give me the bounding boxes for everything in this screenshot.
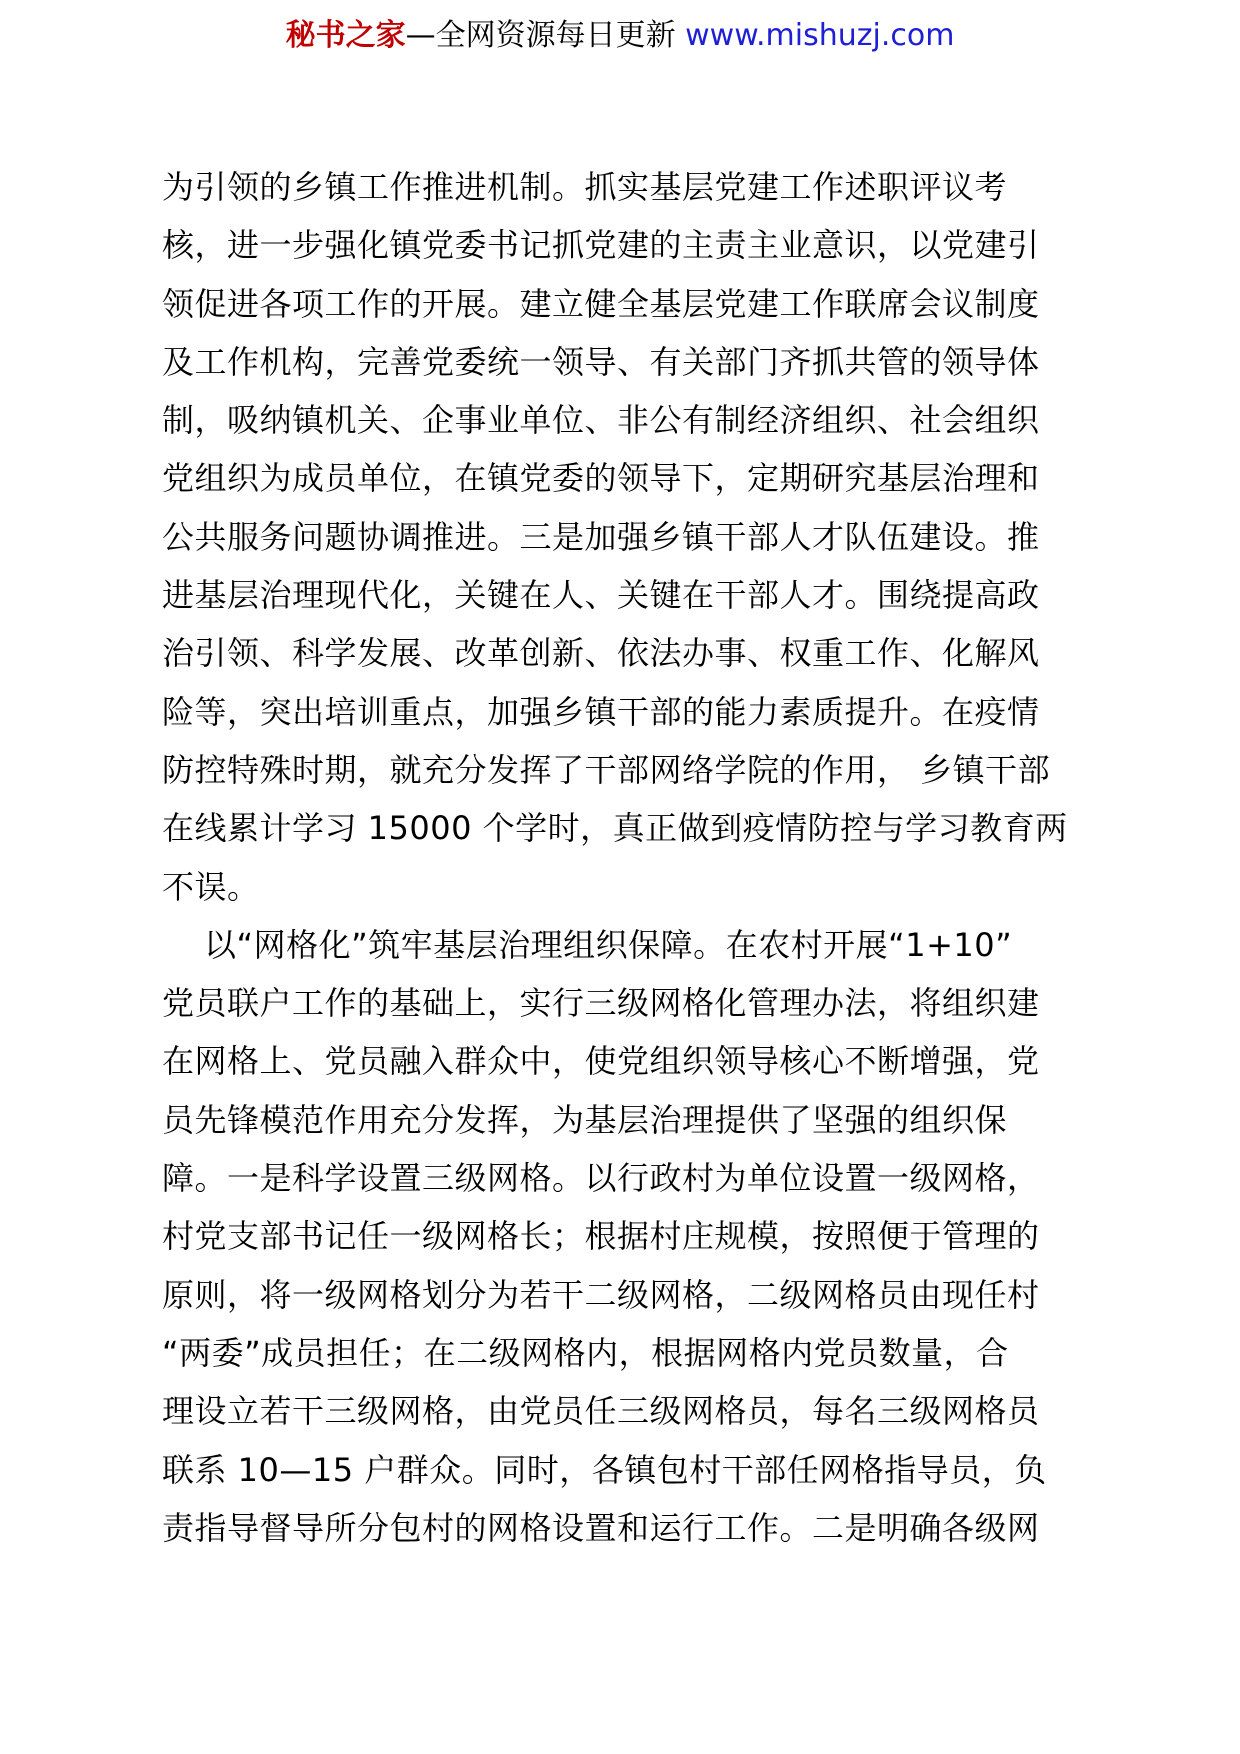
- paragraph-1: [162, 158, 1082, 916]
- text-line: 村党支部书记任一级网格长；根据村庄规模，按照便于管理的: [162, 1217, 1040, 1256]
- text-line: 理设立若干三级网格，由党员任三级网格员，每名三级网格员: [162, 1392, 1040, 1431]
- page-header: [0, 14, 1240, 58]
- text-line: 在线累计学习 15000 个学时，真正做到疫情防控与学习教育两: [162, 809, 1068, 848]
- text-line: 联系 10—15 户群众。同时，各镇包村干部任网格指导员，负: [162, 1450, 1047, 1489]
- site-brand: 秘书之家: [285, 18, 406, 53]
- text-line: 进基层治理现代化，关键在人、关键在干部人才。围绕提高政: [162, 576, 1040, 615]
- text-line: 险等，突出培训重点，加强乡镇干部的能力素质提升。在疫情: [162, 692, 1040, 731]
- text-line: 障。一是科学设置三级网格。以行政村为单位设置一级网格，: [162, 1159, 1040, 1198]
- text-line: 领促进各项工作的开展。建立健全基层党建工作联席会议制度: [162, 284, 1040, 323]
- text-line: 党员联户工作的基础上，实行三级网格化管理办法，将组织建: [162, 984, 1040, 1023]
- text-line: 及工作机构，完善党委统一领导、有关部门齐抓共管的领导体: [162, 342, 1040, 381]
- text-line: 员先锋模范作用充分发挥，为基层治理提供了坚强的组织保: [162, 1100, 1008, 1139]
- text-line: 公共服务问题协调推进。三是加强乡镇干部人才队伍建设。推: [162, 517, 1040, 556]
- text-line: 为引领的乡镇工作推进机制。抓实基层党建工作述职评议考: [162, 168, 1008, 206]
- text-line: 责指导督导所分包村的网格设置和运行工作。二是明确各级网: [162, 1508, 1040, 1547]
- text-line: 治引领、科学发展、改革创新、依法办事、权重工作、化解风: [162, 634, 1040, 673]
- text-line: 制，吸纳镇机关、企事业单位、非公有制经济组织、社会组织: [162, 401, 1040, 440]
- text-line: 不误。: [162, 867, 260, 906]
- text-line: “两委”成员担任；在二级网格内，根据网格内党员数量，合: [162, 1333, 1009, 1372]
- text-line: 原则，将一级网格划分为若干二级网格，二级网格员由现任村: [162, 1275, 1040, 1314]
- text-line: 在网格上、党员融入群众中，使党组织领导核心不断增强，党: [162, 1042, 1040, 1081]
- text-line: 以“网格化”筑牢基层治理组织保障。在农村开展“1+10”: [204, 925, 1013, 964]
- paragraph-2: [162, 916, 1082, 1557]
- text-line: 防控特殊时期，就充分发挥了干部网络学院的作用， 乡镇干部: [162, 750, 1051, 789]
- text-line: 党组织为成员单位，在镇党委的领导下，定期研究基层治理和: [162, 459, 1040, 498]
- site-url-link[interactable]: www.mishuzj.com: [685, 18, 955, 53]
- site-tagline: —全网资源每日更新: [405, 18, 676, 53]
- text-line: 核，进一步强化镇党委书记抓党建的主责主业意识，以党建引: [162, 226, 1040, 265]
- document-body: [162, 158, 1082, 1557]
